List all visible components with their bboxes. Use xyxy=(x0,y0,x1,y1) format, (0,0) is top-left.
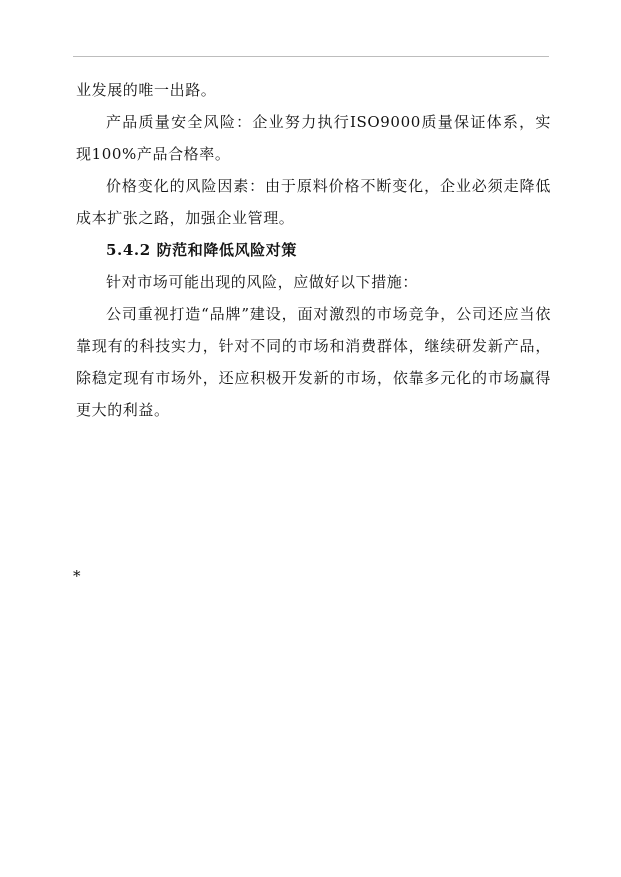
footnote-mark: * xyxy=(73,567,81,585)
header-rule xyxy=(73,56,549,57)
body-text xyxy=(76,74,551,426)
paragraph-price-risk: 价格变化的风险因素：由于原料价格不断变化，企业必须走降低成本扩张之路，加强企业管理。 xyxy=(76,177,551,227)
paragraph-brand-strategy: 公司重视打造“品牌”建设，面对激烈的市场竞争，公司还应当依靠现有的科技实力，针对不同的市场和消费群体，继续研发新产品，除稳定现有市场外，还应积极开发新的市场，依靠多元化的市场赢得更大的利益。 xyxy=(76,305,551,419)
continuation-text: 业发展的唯一出路。 xyxy=(76,81,217,99)
paragraph-measures-intro: 针对市场可能出现的风险，应做好以下措施： xyxy=(106,273,419,291)
section-heading: 5.4.2 防范和降低风险对策 xyxy=(106,241,297,259)
paragraph-quality-risk: 产品质量安全风险：企业努力执行ISO9000质量保证体系，实现100%产品合格率。 xyxy=(76,113,551,163)
